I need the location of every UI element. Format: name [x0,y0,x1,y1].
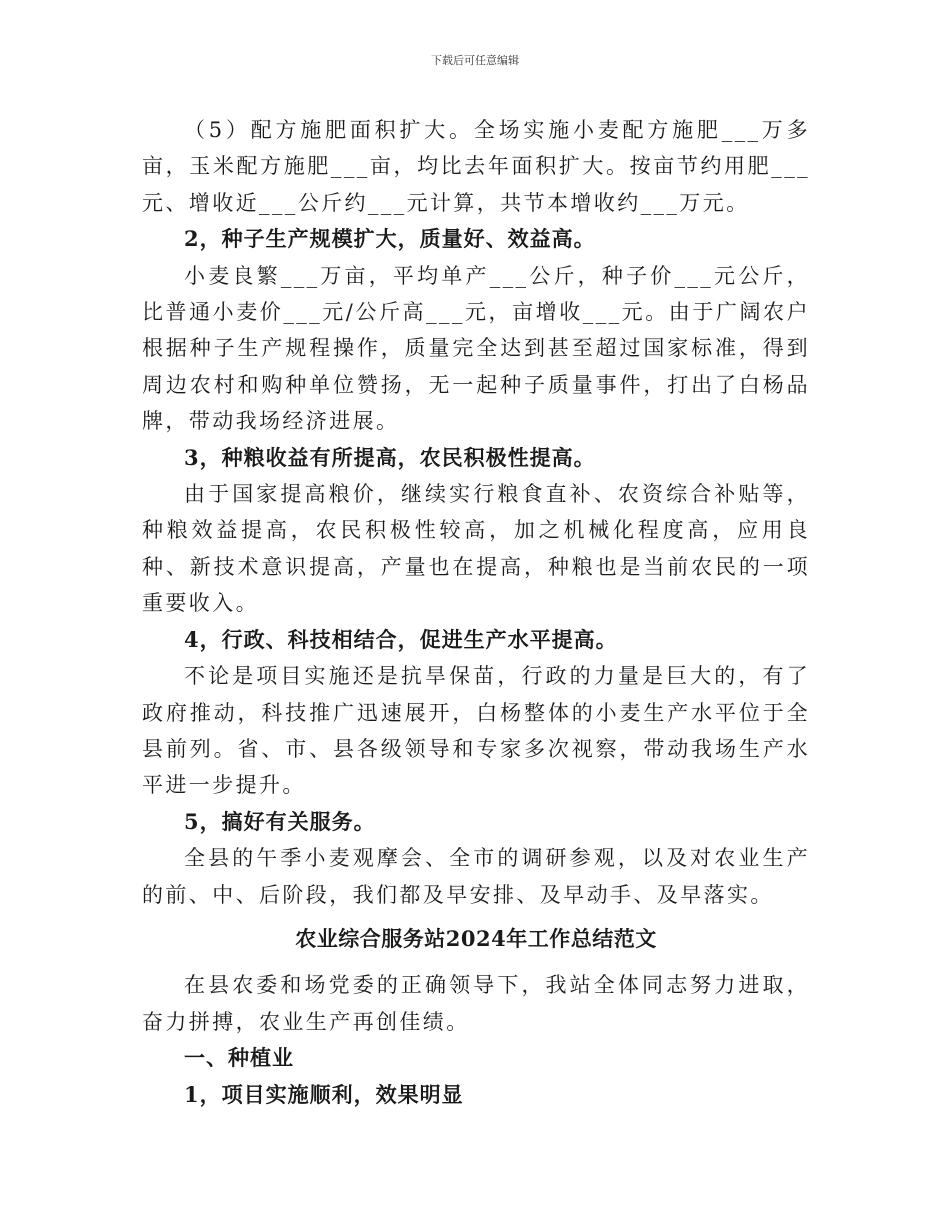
page-header: 下载后可任意编辑 [431,54,519,67]
section-heading-grain-income: 3，种粮收益有所提高，农民积极性提高。 [184,444,596,470]
document-body [142,112,810,1113]
paragraph-intro: 在县农委和场党委的正确领导下，我站全体同志努力进取，奋力拼搏，农业生产再创佳绩。 [142,973,810,1034]
section-heading-project: 1，项目实施顺利，效果明显 [184,1081,464,1107]
paragraph-fertilizer: （5）配方施肥面积扩大。全场实施小麦配方施肥___万多亩，玉米配方施肥___亩，均比去年面积扩大。按亩节约用肥___元、增收近___公斤约___元计算，共节本增收约___万元。 [142,118,810,215]
paragraph-admin-tech: 不论是项目实施还是抗旱保苗，行政的力量是巨大的，有了政府推动，科技推广迅速展开，白杨整体的小麦生产水平位于全县前列。省、市、县各级领导和专家多次视察，带动我场生产水平进一步提升。 [142,664,810,798]
document-title: 农业综合服务站2024年工作总结范文 [295,925,657,951]
paragraph-seed-production: 小麦良繁___万亩，平均单产___公斤，种子价___元公斤，比普通小麦价___元/公斤高___元，亩增收___元。由于广阔农户根据种子生产规程操作，质量完全达到甚至超过国家标准，得到周边农村和购种单位赞扬，无一起种子质量事件，打出了白杨品牌，带动我场经济进展。 [142,263,810,434]
paragraph-grain-income: 由于国家提高粮价，继续实行粮食直补、农资综合补贴等，种粮效益提高，农民积极性较高，加之机械化程度高，应用良种、新技术意识提高，产量也在提高，种粮也是当前农民的一项重要收入。 [142,482,810,616]
section-heading-services: 5，搞好有关服务。 [184,808,376,834]
section-heading-admin-tech: 4，行政、科技相结合，促进生产水平提高。 [184,626,618,652]
section-heading-planting: 一、种植业 [184,1045,294,1071]
paragraph-services: 全县的午季小麦观摩会、全市的调研参观，以及对农业生产的前、中、后阶段，我们都及早安排、及早动手、及早落实。 [142,846,810,907]
section-heading-seed-production: 2，种子生产规模扩大，质量好、效益高。 [184,226,596,252]
